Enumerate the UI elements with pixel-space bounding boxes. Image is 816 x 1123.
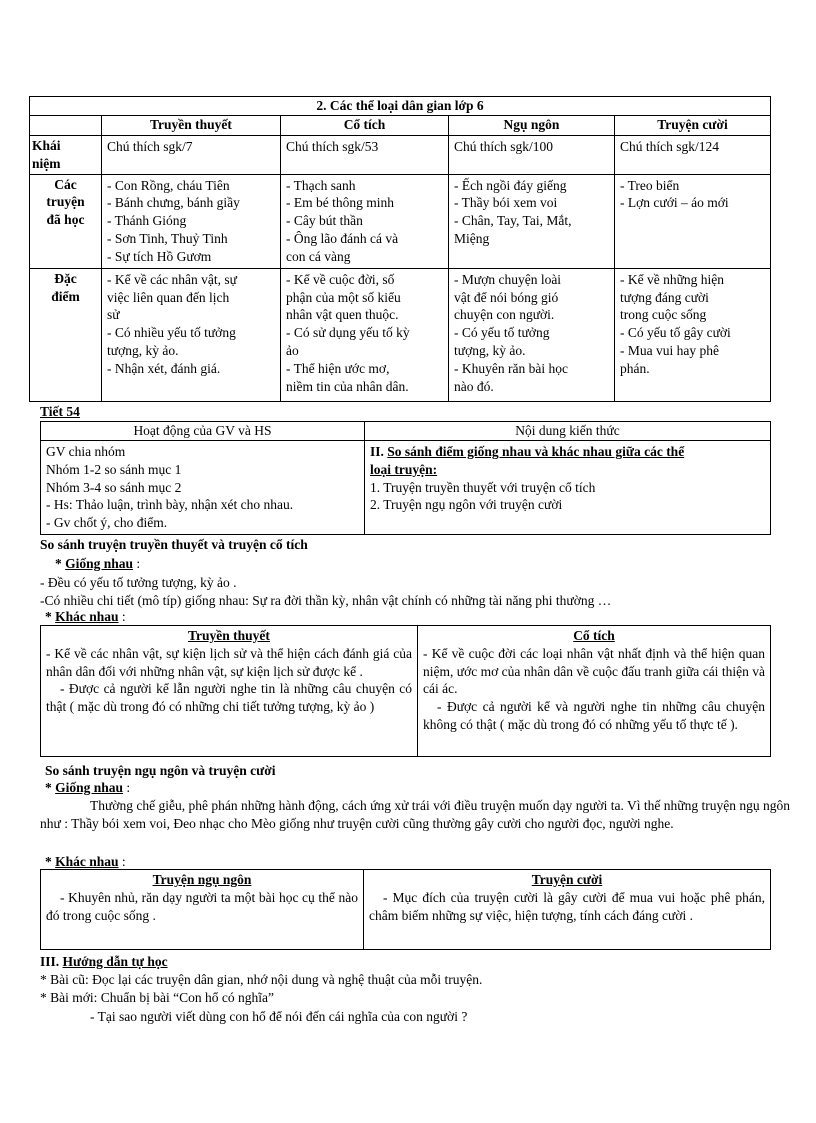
- stories-cell: - Thạch sanh - Em bé thông minh - Cây bút thần - Ông lão đánh cá và con cá vàng: [281, 174, 449, 268]
- compare1-similar-1: - Đều có yếu tố tưởng tượng, kỳ ảo .: [40, 575, 237, 590]
- activity-column-header: Hoạt động của GV và HS: [41, 422, 365, 441]
- features-cell: - Mượn chuyện loài vật để nói bóng gió chuyện con người. - Có yếu tố tưởng tượng, kỳ ảo. - Khuyên răn bài học nào đó.: [449, 268, 615, 401]
- features-cell: - Kể về những hiện tượng đáng cười trong cuộc sống - Có yếu tố gây cười - Mua vui hay phê phán.: [615, 268, 771, 401]
- genre-header-comic-tale: Truyện cười: [615, 116, 771, 136]
- stories-cell: - Treo biển - Lợn cưới – áo mới: [615, 174, 771, 268]
- homework-item-new: * Bài mới: Chuẩn bị bài “Con hổ có nghĩa”: [40, 990, 274, 1005]
- compare1-similar-2: -Có nhiều chi tiết (mô típ) giống nhau: Sự ra đời thần kỳ, nhân vật chính có những tài năng phi thường …: [40, 593, 612, 608]
- summary-table-title: 2. Các thể loại dân gian lớp 6: [30, 97, 771, 116]
- compare2-diff-table: [40, 869, 771, 950]
- compare1-diff-label: * Khác nhau :: [45, 609, 126, 624]
- compare2-similar-text: Thường chế giễu, phê phán những hành động, cách ứng xử trái với điều truyện muốn dạy người ta. Vì thế những truyện ngụ ngôn như : Thầy bói xem voi, Đeo nhạc cho Mèo giống như truyện cười cũng thường gây cười cho người đọc, người nghe.: [40, 798, 790, 831]
- homework-heading: III. Hướng dẫn tự học: [40, 954, 168, 969]
- genre-header-fairy-tale: Cổ tích: [281, 116, 449, 136]
- legend-diff-cell: Truyền thuyết - Kể về các nhân vật, sự kiện lịch sử và thể hiện cách đánh giá của nhân dân đối với những nhân vật, sự kiện lịch sử được kể . - Được cả người kể lẫn người nghe tin là những câu chuyện có thật ( mặc dù trong đó có những chi tiết tưởng tượng, kỳ ảo ): [41, 626, 418, 757]
- row-label-features: Đặc điểm: [30, 268, 102, 401]
- fable-diff-cell: Truyện ngụ ngôn - Khuyên nhủ, răn dạy người ta một bài học cụ thể nào đó trong cuộc sống .: [41, 870, 364, 950]
- compare1-similar-label: * Giống nhau :: [55, 556, 141, 571]
- genre-header-legend: Truyền thuyết: [102, 116, 281, 136]
- compare2-heading: So sánh truyện ngụ ngôn và truyện cười: [45, 763, 276, 778]
- concept-cell: Chú thích sgk/100: [449, 136, 615, 175]
- lesson-activity-table: [40, 421, 771, 535]
- content-cell: II. So sánh điểm giống nhau và khác nhau giữa các thể loại truyện: 1. Truyện truyền thuyết với truyện cổ tích 2. Truyện ngụ ngôn với truyện cười: [365, 441, 771, 535]
- content-column-header: Nội dung kiến thức: [365, 422, 771, 441]
- genre-summary-table: [29, 96, 771, 402]
- lesson-label: Tiết 54: [40, 404, 80, 419]
- features-cell: - Kể về các nhân vật, sự việc liên quan đến lịch sử - Có nhiều yếu tố tưởng tượng, kỳ ảo. - Nhận xét, đánh giá.: [102, 268, 281, 401]
- fairy-tale-diff-cell: Cổ tích - Kể về cuộc đời các loại nhân vật nhất định và thể hiện quan niệm, ước mơ của nhân dân về cuộc đấu tranh giữa cái thiện và cái ác. - Được cả người kể và người nghe tin những câu chuyện không có thật ( mặc dù trong đó có những yếu tố thực tế ).: [418, 626, 771, 757]
- stories-cell: - Ếch ngồi đáy giếng - Thầy bói xem voi - Chân, Tay, Tai, Mắt, Miệng: [449, 174, 615, 268]
- compare1-diff-table: [40, 625, 771, 757]
- concept-cell: Chú thích sgk/124: [615, 136, 771, 175]
- row-label-stories: Các truyện đã học: [30, 174, 102, 268]
- comic-tale-diff-cell: Truyện cười - Mục đích của truyện cười là gây cười để mua vui hoặc phê phán, châm biếm những sự việc, hiện tượng, tính cách đáng cười .: [364, 870, 771, 950]
- section-heading: II. So sánh điểm giống nhau và khác nhau giữa các thể: [370, 444, 685, 459]
- compare1-heading: So sánh truyện truyền thuyết và truyện cổ tích: [40, 537, 308, 552]
- activities-cell: GV chia nhóm Nhóm 1-2 so sánh mục 1 Nhóm 3-4 so sánh mục 2 - Hs: Thảo luận, trình bày, nhận xét cho nhau. - Gv chốt ý, cho điểm.: [41, 441, 365, 535]
- concept-cell: Chú thích sgk/53: [281, 136, 449, 175]
- homework-question: - Tại sao người viết dùng con hổ để nói đến cái nghĩa của con người ?: [90, 1009, 468, 1024]
- concept-cell: Chú thích sgk/7: [102, 136, 281, 175]
- stories-cell: - Con Rồng, cháu Tiên - Bánh chưng, bánh giầy - Thánh Gióng - Sơn Tinh, Thuỷ Tinh - Sự tích Hồ Gươm: [102, 174, 281, 268]
- features-cell: - Kể về cuộc đời, số phận của một số kiểu nhân vật quen thuộc. - Có sử dụng yếu tố kỳ ảo - Thể hiện ước mơ, niềm tin của nhân dân.: [281, 268, 449, 401]
- genre-header-fable: Ngụ ngôn: [449, 116, 615, 136]
- row-label-concept: Khái niệm: [30, 136, 102, 175]
- compare2-similar-label: * Giống nhau :: [45, 780, 131, 795]
- homework-item-old: * Bài cũ: Đọc lại các truyện dân gian, nhớ nội dung và nghệ thuật của mỗi truyện.: [40, 972, 483, 987]
- compare2-diff-label: * Khác nhau :: [45, 854, 126, 869]
